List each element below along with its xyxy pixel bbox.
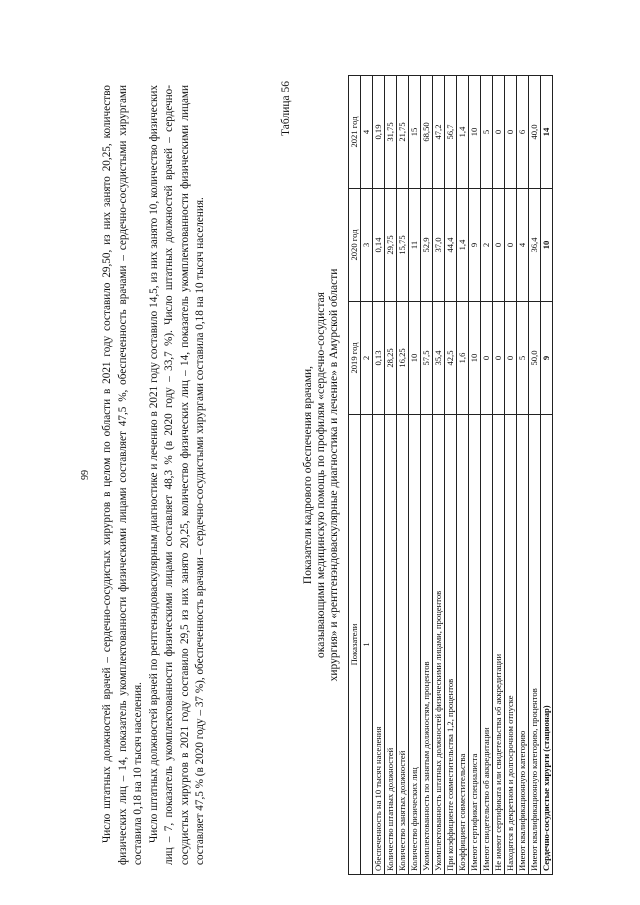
value-cell: 10 <box>541 189 553 302</box>
value-cell: 10 <box>409 302 421 415</box>
row-label-cell: Обеспеченность на 10 тысяч населения <box>373 415 385 875</box>
value-cell: 35,4 <box>433 302 445 415</box>
value-cell: 40,0 <box>529 76 541 189</box>
table-row <box>505 76 517 875</box>
value-cell: 5 <box>517 302 529 415</box>
value-cell: 14 <box>541 76 553 189</box>
paragraph-1: Число штатных должностей врачей – сердечно-сосудистых хирургов в целом по области в 2021 году составило 29,50, из них занято 20,25, количество физических лиц – 14, показатель укомплектованности физическими лицами составляет 47,5 %, обеспеченность врачами – сердечно-сосудистыми хирургами составила 0,18 на 10 тысяч населения. <box>101 85 144 865</box>
value-cell: 29,75 <box>385 189 397 302</box>
page-number: 99 <box>80 470 91 480</box>
column-number: 4 <box>361 76 373 189</box>
value-cell: 11 <box>409 189 421 302</box>
row-label-cell: Коэффициент совместительства <box>457 415 469 875</box>
value-cell: 0 <box>493 76 505 189</box>
row-label-cell: Укомплектованность по занятым должностям, процентов <box>421 415 433 875</box>
column-number: 1 <box>361 415 373 875</box>
value-cell: 50,0 <box>529 302 541 415</box>
rotated-content <box>80 65 580 885</box>
row-label-cell: Имеют свидетельство об аккредитации <box>481 415 493 875</box>
table-row <box>433 76 445 875</box>
column-header: 2021 год <box>349 76 361 189</box>
value-cell: 47,2 <box>433 76 445 189</box>
value-cell: 0 <box>493 302 505 415</box>
table-body <box>373 76 553 875</box>
table-title <box>302 65 341 885</box>
column-number-row <box>361 76 373 875</box>
value-cell: 10 <box>469 302 481 415</box>
column-header: 2020 год <box>349 189 361 302</box>
value-cell: 36,4 <box>529 189 541 302</box>
table-row <box>541 76 553 875</box>
staffing-table <box>348 75 553 875</box>
row-label-cell: Количество физических лиц <box>409 415 421 875</box>
table-row <box>409 76 421 875</box>
row-label-cell: Имеют сертификат специалиста <box>469 415 481 875</box>
table-row <box>469 76 481 875</box>
value-cell: 0 <box>505 76 517 189</box>
column-number: 2 <box>361 302 373 415</box>
value-cell: 52,9 <box>421 189 433 302</box>
row-label-cell: Укомплектованность штатных должностей физическими лицами, процентов <box>433 415 445 875</box>
row-label-cell: Не имеют сертификата или свидетельства об аккредитации <box>493 415 505 875</box>
value-cell: 28,25 <box>385 302 397 415</box>
row-label-cell: Сердечно-сосудистые хирурги (стационар) <box>541 415 553 875</box>
table-row <box>385 76 397 875</box>
table-row <box>457 76 469 875</box>
table-title-line: оказывающими медицинскую помощь по профилям «сердечно-сосудистая <box>315 292 327 658</box>
value-cell: 57,5 <box>421 302 433 415</box>
table-row <box>373 76 385 875</box>
table-row <box>529 76 541 875</box>
column-header: 2019 год <box>349 302 361 415</box>
value-cell: 0 <box>481 302 493 415</box>
value-cell: 21,75 <box>397 76 409 189</box>
value-cell: 1,6 <box>457 302 469 415</box>
value-cell: 37,0 <box>433 189 445 302</box>
table-row <box>481 76 493 875</box>
value-cell: 9 <box>469 189 481 302</box>
row-label-cell: Находятся в декретном и долгосрочном отпуске <box>505 415 517 875</box>
value-cell: 6 <box>517 76 529 189</box>
value-cell: 68,50 <box>421 76 433 189</box>
value-cell: 10 <box>469 76 481 189</box>
body-text <box>100 85 209 865</box>
row-label-cell: Количество штатных должностей <box>385 415 397 875</box>
row-label-cell: При коэффициенте совместительства 1,2, процентов <box>445 415 457 875</box>
table-row <box>421 76 433 875</box>
value-cell: 16,25 <box>397 302 409 415</box>
row-label-cell: Имеют квалификационную категорию <box>517 415 529 875</box>
table-header-row <box>349 76 361 875</box>
value-cell: 4 <box>517 189 529 302</box>
value-cell: 5 <box>481 76 493 189</box>
table-row <box>397 76 409 875</box>
value-cell: 1,4 <box>457 189 469 302</box>
value-cell: 44,4 <box>445 189 457 302</box>
value-cell: 15,75 <box>397 189 409 302</box>
value-cell: 0,14 <box>373 189 385 302</box>
value-cell: 1,4 <box>457 76 469 189</box>
table-title-line: Показатели кадрового обеспечения врачами, <box>302 365 314 585</box>
value-cell: 0,19 <box>373 76 385 189</box>
value-cell: 42,5 <box>445 302 457 415</box>
table-row <box>493 76 505 875</box>
row-label-cell: Имеют квалификационную категорию, процентов <box>529 415 541 875</box>
value-cell: 56,7 <box>445 76 457 189</box>
column-number: 3 <box>361 189 373 302</box>
table-row <box>445 76 457 875</box>
paragraph-2: Число штатных должностей врачей по рентгенэндоваскулярным диагностике и лечению в 2021 году составило 14,5, из них занято 10, количество физических лиц – 7, показатель укомплектованности физическими лицами составляет 48,3 % (в 2020 году – 33,7 %). Число штатных должностей врачей – сердечно-сосудистых хирургов в 2021 году составило 29,5 из них занято 20,25, количество физических лиц – 14, показатель укомплектованности физическими лицами составляет 47,5 % (в 2020 году – 37 %), обеспеченность врачами – сердечно-сосудистыми хирургами составила 0,18 на 10 тысяч населения. <box>147 85 206 865</box>
value-cell: 31,75 <box>385 76 397 189</box>
value-cell: 0 <box>505 302 517 415</box>
column-header: Показатели <box>349 415 361 875</box>
table-row <box>517 76 529 875</box>
value-cell: 9 <box>541 302 553 415</box>
table-title-line: хирургия» и «рентгенэндоваскулярные диагностика и лечение» в Амурской области <box>328 268 340 682</box>
value-cell: 0 <box>493 189 505 302</box>
table-label: Таблица 56 <box>280 81 292 136</box>
row-label-cell: Количество занятых должностей <box>397 415 409 875</box>
value-cell: 15 <box>409 76 421 189</box>
value-cell: 0 <box>505 189 517 302</box>
value-cell: 0,13 <box>373 302 385 415</box>
value-cell: 2 <box>481 189 493 302</box>
